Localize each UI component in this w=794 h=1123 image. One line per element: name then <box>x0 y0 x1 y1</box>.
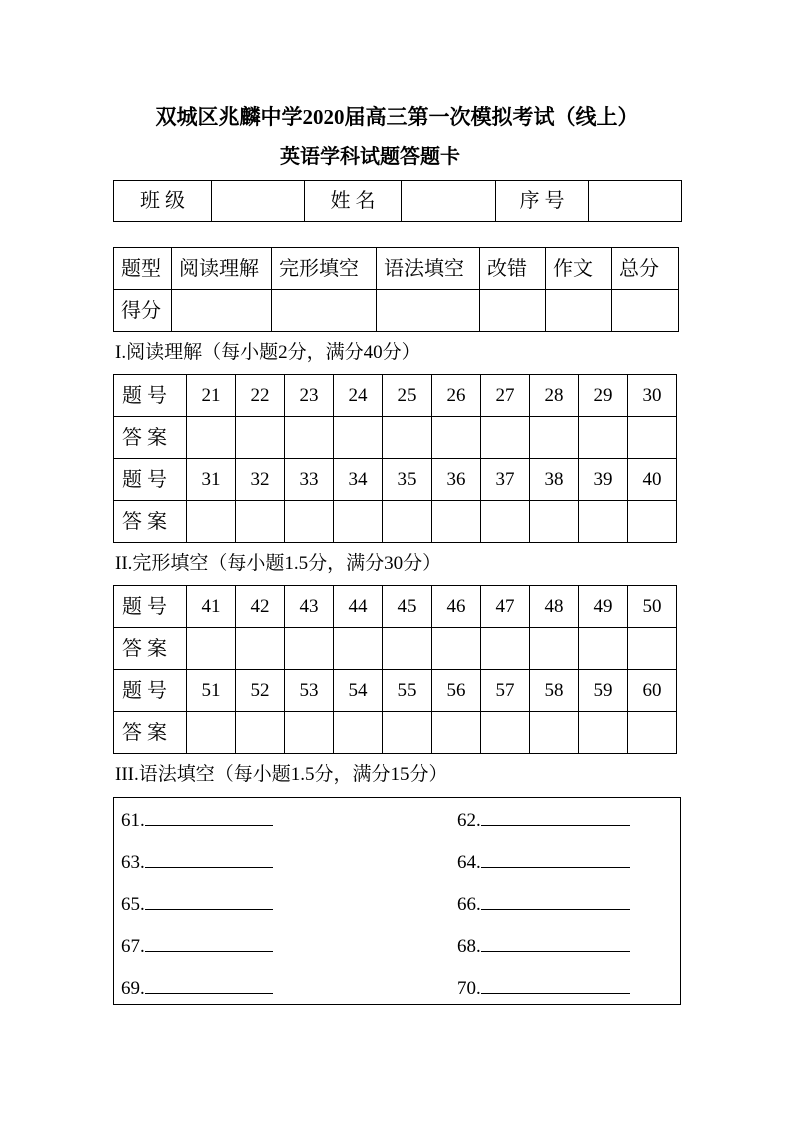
answer-cell <box>481 628 530 670</box>
score-table <box>113 247 679 332</box>
score-row-label: 得分 <box>114 290 172 332</box>
answer-cell <box>432 501 481 543</box>
name-label: 姓 名 <box>305 181 402 222</box>
exam-title: 双城区兆麟中学2020届高三第一次模拟考试（线上） <box>155 105 639 129</box>
answer-cell <box>187 628 236 670</box>
name-field <box>402 181 496 222</box>
question-number-cell: 54 <box>334 670 383 712</box>
answer-line <box>481 975 630 994</box>
question-number-cell: 36 <box>432 459 481 501</box>
question-number-cell: 56 <box>432 670 481 712</box>
section-1-label: I.阅读理解（每小题2分，满分40分） <box>115 342 421 363</box>
question-number-cell: 40 <box>628 459 677 501</box>
answer-cell <box>530 628 579 670</box>
question-number-cell: 46 <box>432 586 481 628</box>
question-number-cell: 26 <box>432 375 481 417</box>
answer-cell <box>383 628 432 670</box>
question-number-cell: 42 <box>236 586 285 628</box>
question-number-cell: 29 <box>579 375 628 417</box>
answer-cell <box>334 628 383 670</box>
grammar-fill-box <box>113 797 681 1005</box>
question-number-cell: 22 <box>236 375 285 417</box>
fill-blank-item <box>121 849 273 875</box>
score-header-row <box>114 248 679 290</box>
question-number-cell: 51 <box>187 670 236 712</box>
answer-cell <box>579 417 628 459</box>
fill-blank-item <box>457 933 630 959</box>
question-number-cell: 45 <box>383 586 432 628</box>
answer-row <box>114 501 677 543</box>
answer-label: 答 案 <box>114 501 187 543</box>
answer-cell <box>628 628 677 670</box>
answer-cell <box>530 712 579 754</box>
answer-line <box>145 933 273 952</box>
fill-blank-item <box>457 807 630 833</box>
class-field <box>212 181 305 222</box>
answer-cell <box>187 417 236 459</box>
answer-row <box>114 712 677 754</box>
score-cell <box>480 290 546 332</box>
score-cell <box>272 290 377 332</box>
blank-number: 69. <box>121 978 145 999</box>
question-number-cell: 33 <box>285 459 334 501</box>
answer-line <box>481 891 630 910</box>
question-number-cell: 58 <box>530 670 579 712</box>
seat-number-field <box>589 181 682 222</box>
score-value-row <box>114 290 679 332</box>
class-label: 班 级 <box>114 181 212 222</box>
answer-cell <box>236 417 285 459</box>
answer-cell <box>530 417 579 459</box>
score-header-cell: 题型 <box>114 248 172 290</box>
question-number-cell: 34 <box>334 459 383 501</box>
score-header-cell: 语法填空 <box>377 248 480 290</box>
fill-blank-item <box>457 849 630 875</box>
answer-cell <box>383 417 432 459</box>
blank-number: 64. <box>457 852 481 873</box>
question-number-label: 题 号 <box>114 586 187 628</box>
answer-cell <box>481 712 530 754</box>
answer-line <box>481 933 630 952</box>
question-number-cell: 23 <box>285 375 334 417</box>
question-number-cell: 31 <box>187 459 236 501</box>
answer-cell <box>285 628 334 670</box>
answer-label: 答 案 <box>114 628 187 670</box>
seat-number-label: 序 号 <box>496 181 589 222</box>
score-header-cell: 作文 <box>546 248 612 290</box>
answer-cell <box>285 712 334 754</box>
answer-cell <box>481 417 530 459</box>
answer-row <box>114 628 677 670</box>
question-number-row <box>114 459 677 501</box>
question-number-cell: 25 <box>383 375 432 417</box>
section-2-label: II.完形填空（每小题1.5分，满分30分） <box>115 553 442 574</box>
question-number-cell: 44 <box>334 586 383 628</box>
question-number-cell: 50 <box>628 586 677 628</box>
question-number-row <box>114 586 677 628</box>
question-number-cell: 53 <box>285 670 334 712</box>
answer-cell <box>285 417 334 459</box>
question-number-cell: 27 <box>481 375 530 417</box>
answer-cell <box>236 628 285 670</box>
answer-cell <box>432 628 481 670</box>
score-header-cell: 阅读理解 <box>172 248 272 290</box>
question-number-cell: 52 <box>236 670 285 712</box>
blank-number: 62. <box>457 810 481 831</box>
answer-cell <box>334 501 383 543</box>
answer-cell <box>530 501 579 543</box>
answer-cell <box>628 712 677 754</box>
question-number-cell: 21 <box>187 375 236 417</box>
answer-cell <box>579 712 628 754</box>
score-cell <box>612 290 679 332</box>
score-header-cell: 改错 <box>480 248 546 290</box>
section-1-answer-table <box>113 374 677 543</box>
question-number-cell: 39 <box>579 459 628 501</box>
fill-blank-item <box>121 933 273 959</box>
question-number-cell: 55 <box>383 670 432 712</box>
answer-cell <box>285 501 334 543</box>
answer-cell <box>432 712 481 754</box>
student-info-row <box>114 181 682 222</box>
score-cell <box>377 290 480 332</box>
question-number-label: 题 号 <box>114 670 187 712</box>
fill-blank-item <box>121 975 273 1001</box>
question-number-cell: 57 <box>481 670 530 712</box>
answer-label: 答 案 <box>114 417 187 459</box>
answer-line <box>145 891 273 910</box>
question-number-cell: 38 <box>530 459 579 501</box>
question-number-cell: 32 <box>236 459 285 501</box>
answer-label: 答 案 <box>114 712 187 754</box>
blank-number: 66. <box>457 894 481 915</box>
answer-cell <box>628 417 677 459</box>
question-number-cell: 59 <box>579 670 628 712</box>
answer-cell <box>334 712 383 754</box>
score-cell <box>172 290 272 332</box>
question-number-cell: 30 <box>628 375 677 417</box>
fill-blank-item <box>457 891 630 917</box>
answer-line <box>481 849 630 868</box>
question-number-cell: 24 <box>334 375 383 417</box>
question-number-cell: 48 <box>530 586 579 628</box>
question-number-cell: 37 <box>481 459 530 501</box>
sheet-subtitle: 英语学科试题答题卡 <box>280 146 460 168</box>
answer-line <box>145 849 273 868</box>
answer-cell <box>579 501 628 543</box>
answer-cell <box>481 501 530 543</box>
question-number-label: 题 号 <box>114 459 187 501</box>
section-2-answer-table <box>113 585 677 754</box>
answer-cell <box>383 712 432 754</box>
blank-number: 65. <box>121 894 145 915</box>
question-number-cell: 35 <box>383 459 432 501</box>
answer-cell <box>432 417 481 459</box>
question-number-cell: 60 <box>628 670 677 712</box>
question-number-cell: 43 <box>285 586 334 628</box>
blank-number: 68. <box>457 936 481 957</box>
answer-cell <box>187 501 236 543</box>
answer-cell <box>236 501 285 543</box>
question-number-row <box>114 670 677 712</box>
fill-blank-item <box>121 807 273 833</box>
score-header-cell: 完形填空 <box>272 248 377 290</box>
question-number-cell: 47 <box>481 586 530 628</box>
question-number-cell: 41 <box>187 586 236 628</box>
section-3-label: III.语法填空（每小题1.5分，满分15分） <box>115 764 448 785</box>
blank-number: 67. <box>121 936 145 957</box>
score-cell <box>546 290 612 332</box>
blank-number: 63. <box>121 852 145 873</box>
answer-line <box>145 975 273 994</box>
answer-cell <box>579 628 628 670</box>
answer-row <box>114 417 677 459</box>
fill-blank-item <box>457 975 630 1001</box>
question-number-cell: 49 <box>579 586 628 628</box>
answer-cell <box>187 712 236 754</box>
answer-line <box>481 807 630 826</box>
blank-number: 61. <box>121 810 145 831</box>
score-header-cell: 总分 <box>612 248 679 290</box>
answer-line <box>145 807 273 826</box>
answer-cell <box>628 501 677 543</box>
answer-cell <box>383 501 432 543</box>
question-number-cell: 28 <box>530 375 579 417</box>
student-info-table <box>113 180 682 222</box>
answer-cell <box>334 417 383 459</box>
answer-cell <box>236 712 285 754</box>
fill-blank-item <box>121 891 273 917</box>
question-number-row <box>114 375 677 417</box>
blank-number: 70. <box>457 978 481 999</box>
question-number-label: 题 号 <box>114 375 187 417</box>
